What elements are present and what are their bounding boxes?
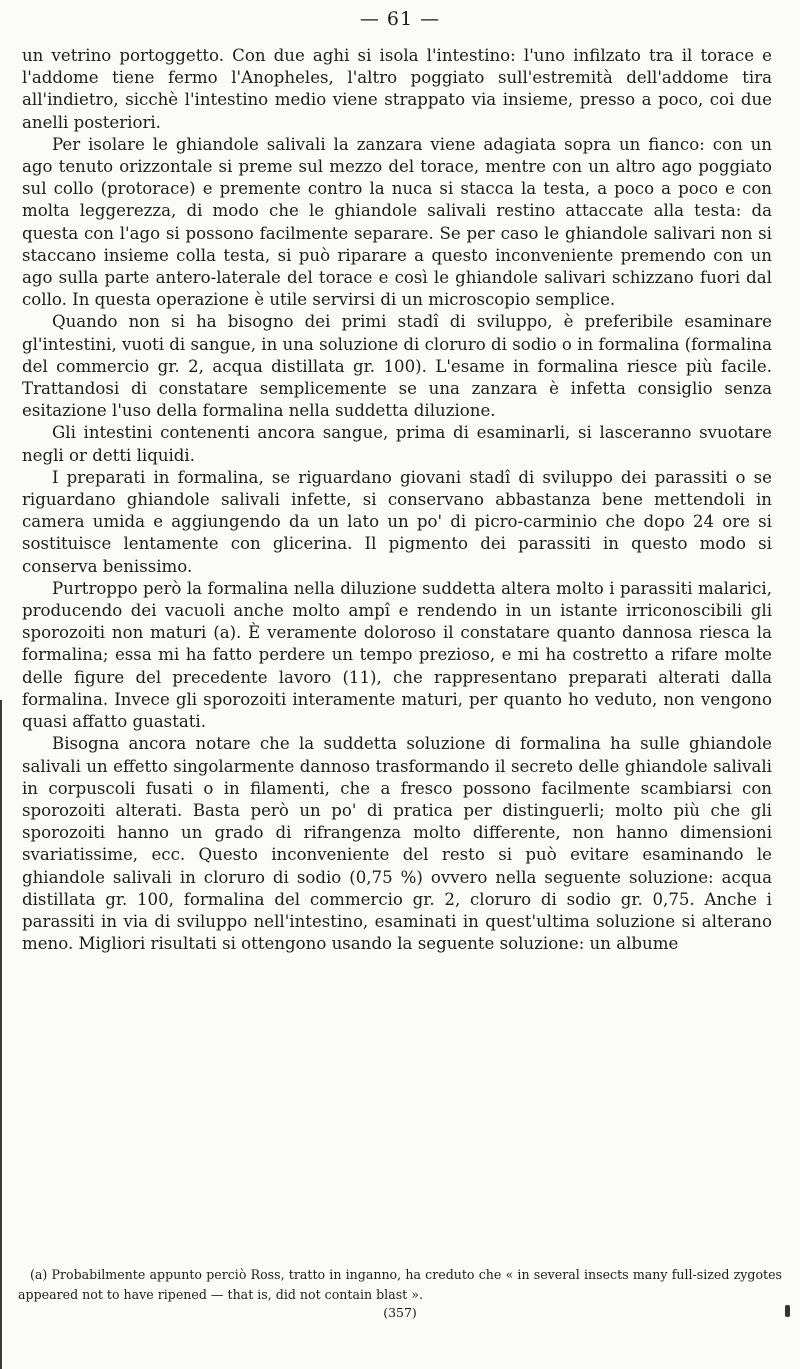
page-number: — 61 — [359,8,441,30]
paragraph: Bisogna ancora notare che la suddetta soluzione di formalina ha sulle ghiandole salivali un effetto singolarmente dannoso trasformando il secreto delle ghiandole salivali in corpuscoli fusati o in filamenti, che a fresco possono facilmente scambiarsi con sporozoiti alterati. Basta però un po' di pratica per distinguerli; molto più che gli sporozoiti hanno un grado di rifrangenza molto differente, non hanno dimensioni svariatissime, ecc. Questo inconveniente del resto si può evitare esaminando le ghiandole salivali in cloruro di sodio (0,75 %) ovvero nella seguente soluzione: acqua distillata gr. 100, formalina del commercio gr. 2, cloruro di sodio gr. 0,75. Anche i parassiti in via di sviluppo nell'intestino, esaminati in quest'ultima soluzione si alterano meno. Migliori risultati si ottengono usando la seguente soluzione: un albume [22,734,772,954]
paragraph: Gli intestini contenenti ancora sangue, prima di esaminarli, si lasceranno svuotare negli or detti liquidi. [22,423,772,465]
figure-reference: (357) [383,1305,417,1320]
footnote [18,1265,782,1305]
paragraph: Purtroppo però la formalina nella diluzione suddetta altera molto i parassiti malarici, producendo dei vacuoli anche molto ampî e rendendo in un istante irriconoscibili gli sporozoiti non maturi (a). È veramente doloroso il constatare quanto dannosa riesca la formalina; essa mi ha fatto perdere un tempo prezioso, e mi ha costretto a rifare molte delle figure del precedente lavoro (11), che rappresentano preparati alterati dalla formalina. Invece gli sporozoiti interamente maturi, per quanto ho veduto, non vengono quasi affatto guastati. [22,578,772,732]
footnote-text: (a) Probabilmente appunto perciò Ross, tratto in inganno, ha creduto che « in several insects many full-sized zygotes appeared not to have ripened — that is, did not contain blast ». [18,1267,782,1302]
paragraph: un vetrino portoggetto. Con due aghi si isola l'intestino: l'uno infilzato tra il torace e l'addome tiene fermo l'Anopheles, l'altro poggiato sull'estremità dell'addome tira all'indietro, sicchè l'intestino medio viene strappato via insieme, presso a poco, coi due anelli posteriori. [22,46,772,132]
body-text [22,45,772,955]
scan-margin-line [0,700,2,1369]
paragraph: I preparati in formalina, se riguardano giovani stadî di sviluppo dei parassiti o se riguardano ghiandole salivali infette, si conservano abbastanza bene mettendoli in camera umida e aggiungendo da un lato un po' di picro-carminio che dopo 24 ore si sostituisce lentamente con glicerina. Il pigmento dei parassiti in questo modo si conserva benissimo. [22,467,772,576]
scan-edge-mark [785,1305,790,1317]
paragraph: Per isolare le ghiandole salivali la zanzara viene adagiata sopra un fianco: con un ago tenuto orizzontale si preme sul mezzo del torace, mentre con un altro ago poggiato sul collo (protorace) e premente contro la nuca si stacca la testa, a poco a poco e con molta leggerezza, di modo che le ghiandole salivali restino attaccate alla testa: da questa con l'ago si possono facilmente separare. Se per caso le ghiandole salivari non si staccano insieme colla testa, si può riparare a questo inconveniente premendo con un ago sulla parte antero-laterale del torace e così le ghiandole salivari schizzano fuori dal collo. In questa operazione è utile servirsi di un microscopio semplice. [22,134,772,310]
paragraph: Quando non si ha bisogno dei primi stadî di sviluppo, è preferibile esaminare gl'intestini, vuoti di sangue, in una soluzione di cloruro di sodio o in formalina (formalina del commercio gr. 2, acqua distillata gr. 100). L'esame in formalina riesce più facile. Trattandosi di constatare semplicemente se una zanzara è infetta consiglio senza esitazione l'uso della formalina nella suddetta diluzione. [22,312,772,421]
